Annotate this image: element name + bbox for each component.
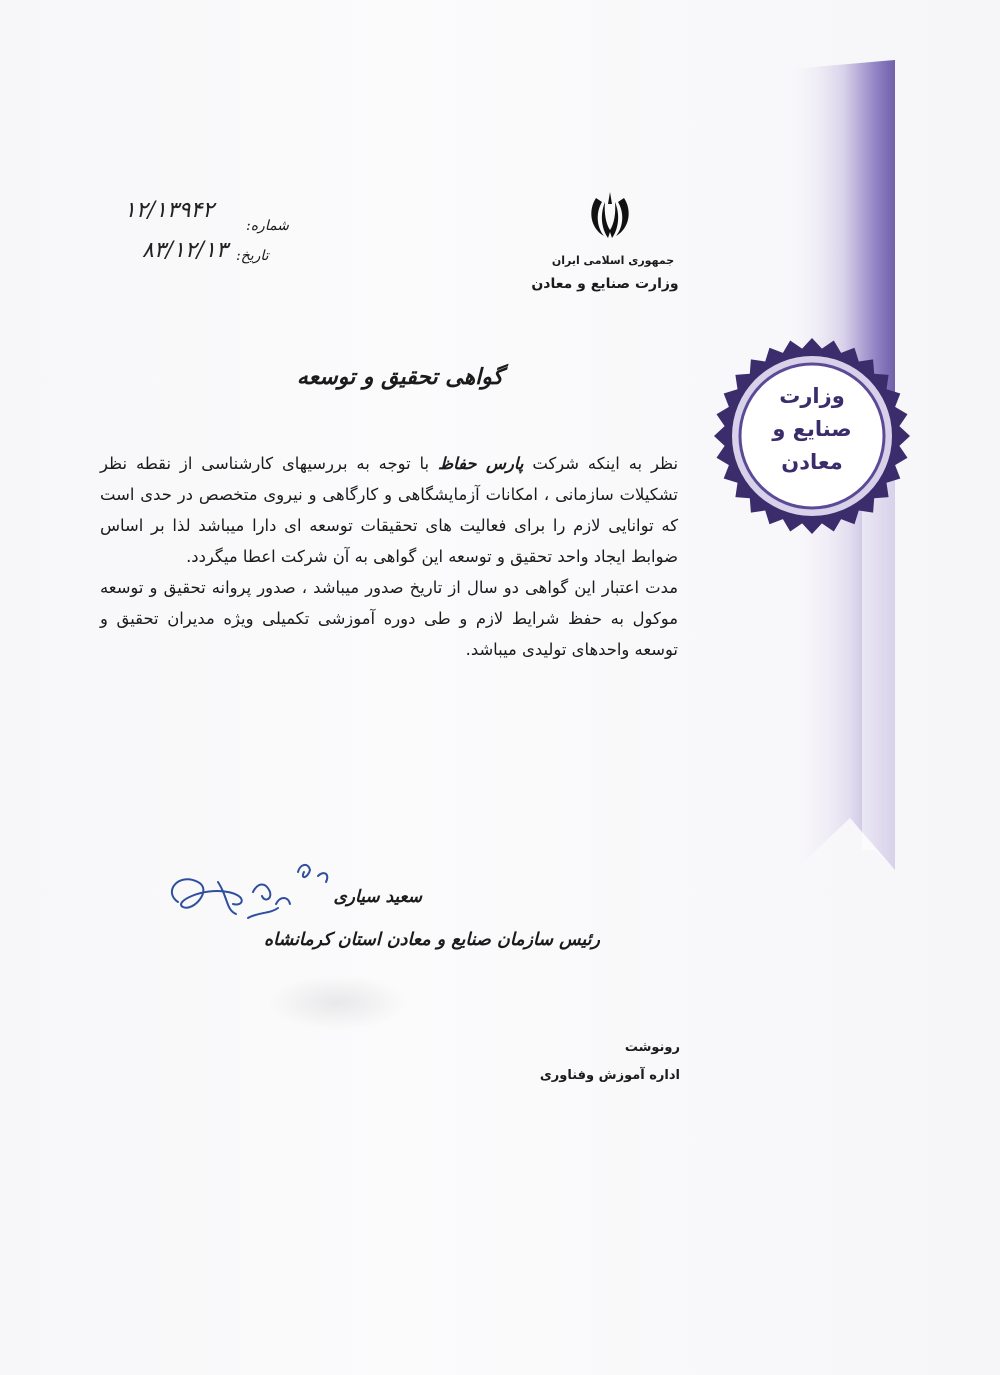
company-name: پارس حفاظ — [437, 454, 524, 473]
number-label: شماره: — [246, 218, 289, 234]
body-p1-start: نظر به اینکه شرکت — [532, 454, 679, 473]
certificate-title: گواهی تحقیق و توسعه — [296, 364, 504, 390]
body-p1-rest: با توجه به بررسیهای کارشناسی از نقطه نظر تشکیلات سازمانی ، امکانات آزمایشگاهی و کارگاهی و نیروی متخصص در حدی است که توانایی لازم را برای فعالیت های تحقیقات توسعه ای دارا میباشد لذا بر اساس ضوابط ایجاد واحد تحقیق و توسعه این گواهی به آن شرکت اعطا میگردد. — [100, 454, 678, 566]
signer-name: سعید سیاری — [333, 887, 422, 907]
cc-recipient: اداره آموزش وفناوری — [539, 1068, 680, 1083]
seal-label — [752, 380, 872, 479]
body-paragraph-2: مدت اعتبار این گواهی دو سال از تاریخ صدور میباشد ، صدور پروانه تحقیق و توسعه موکول به حفظ شرایط لازم و طی دوره آموزشی تکمیلی ویژه مدیران تحقیق و توسعه واحدهای تولیدی میباشد. — [100, 578, 678, 659]
certificate-body — [100, 448, 678, 665]
seal-line-2: صنایع و — [772, 417, 852, 441]
faded-stamp — [268, 975, 408, 1030]
date-value: ۸۳/۱۲/۱۳ — [142, 238, 228, 263]
date-label: تاریخ: — [236, 248, 269, 264]
seal-line-3: معادن — [781, 450, 843, 474]
body-paragraph-1 — [100, 448, 678, 572]
cc-label: رونوشت — [624, 1040, 680, 1055]
seal-line-1: وزارت — [779, 384, 845, 408]
signer-title: رئیس سازمان صنایع و معادن استان کرمانشاه — [263, 930, 600, 950]
number-value: ۱۲/۱۳۹۴۲ — [124, 198, 215, 223]
republic-name: جمهوری اسلامی ایران — [551, 254, 675, 267]
iran-emblem-icon — [586, 188, 634, 244]
ministry-name: وزارت صنایع و معادن — [531, 276, 679, 292]
